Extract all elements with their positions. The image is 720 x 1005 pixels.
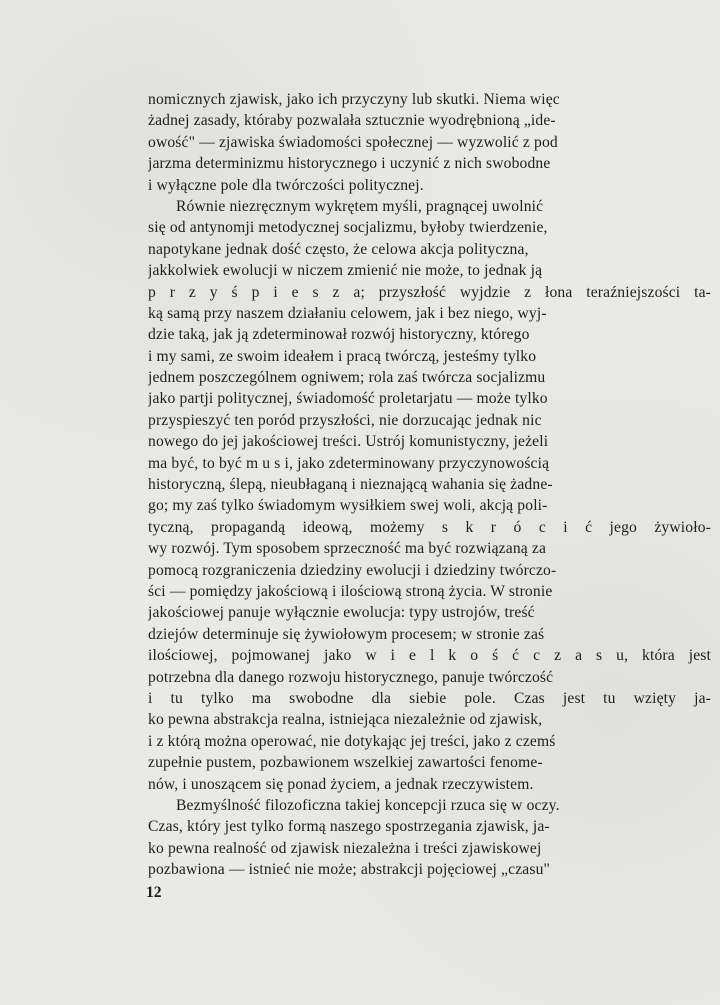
text-line: owość" — zjawiska świadomości społecznej — wyzwolić z pod bbox=[148, 133, 558, 151]
text-line: zupełnie pustem, pozbawionem wszelkiej zawartości fenome- bbox=[148, 754, 543, 772]
text-line: i tu tylko ma swobodne dla siebie pole. Czas jest tu wzięty ja- bbox=[148, 689, 711, 707]
text-line: napotykane jednak dość często, że celowa akcja polityczna, bbox=[148, 240, 529, 258]
text-line: Równie niezręcznym wykrętem myśli, pragnącej uwolnić bbox=[176, 197, 544, 215]
text-line: ma być, to być m u s i, jako zdeterminowany przyczynowością bbox=[148, 454, 550, 472]
text-line: potrzebna dla danego rozwoju historycznego, panuje twórczość bbox=[148, 668, 554, 686]
text-line: ko pewna realność od zjawisk niezależna i treści zjawiskowej bbox=[148, 839, 542, 857]
text-line: p r z y ś p i e s z a; przyszłość wyjdzie z łona teraźniejszości ta- bbox=[148, 283, 711, 301]
text-line: się od antynomji metodycznej socjalizmu, byłoby twierdzenie, bbox=[148, 219, 548, 237]
text-line: jednem poszczególnem ogniwem; rola zaś twórcza socjalizmu bbox=[148, 369, 546, 387]
text-line: Czas, który jest tylko formą naszego spostrzegania zjawisk, ja- bbox=[148, 818, 550, 836]
text-line: żadnej zasady, któraby pozwalała sztucznie wyodrębnioną „ide- bbox=[148, 112, 556, 130]
text-line: tyczną, propagandą ideową, możemy s k r ó c i ć jego żywioło- bbox=[148, 518, 711, 536]
text-line: jarzma determinizmu historycznego i uczynić z nich swobodne bbox=[148, 155, 551, 173]
text-line: dzie taką, jak ją zdeterminował rozwój historyczny, którego bbox=[148, 326, 530, 344]
text-line: i z którą można operować, nie dotykając jej treści, jako z czemś bbox=[148, 732, 556, 750]
text-line: nomicznych zjawisk, jako ich przyczyny lub skutki. Niema więc bbox=[148, 91, 560, 108]
text-line: jakkolwiek ewolucji w niczem zmienić nie może, to jednak ją bbox=[148, 262, 543, 280]
text-line: ilościowej, pojmowanej jako w i e l k o ś ć c z a s u, która jest bbox=[148, 647, 711, 665]
text-line: dziejów determinuje się żywiołowym procesem; w stronie zaś bbox=[148, 625, 545, 643]
body-text bbox=[148, 89, 711, 880]
page-number: 12 bbox=[146, 884, 162, 901]
text-line: i my sami, ze swoim ideałem i pracą twórczą, jesteśmy tylko bbox=[148, 347, 537, 365]
text-line: ką samą przy naszem działaniu celowem, jak i bez niego, wyj- bbox=[148, 304, 547, 322]
text-line: pozbawiona — istnieć nie może; abstrakcji pojęciowej „czasu" bbox=[148, 861, 551, 879]
text-line: jakościowej panuje wyłącznie ewolucja: typy ustrojów, treść bbox=[148, 604, 535, 622]
text-line: wy rozwój. Tym sposobem sprzeczność ma być rozwiązaną za bbox=[148, 540, 547, 558]
text-line: historyczną, ślepą, nieubłaganą i nieznającą wahania się żadne- bbox=[148, 476, 553, 494]
text-line: ko pewna abstrakcja realna, istniejąca niezależnie od zjawisk, bbox=[148, 711, 543, 729]
text-line: przyspieszyć ten poród przyszłości, nie dorzucając jednak nic bbox=[148, 411, 542, 429]
text-line: nów, i unoszącem się ponad życiem, a jednak rzeczywistem. bbox=[148, 775, 534, 793]
text-line: Bezmyślność filozoficzna takiej koncepcji rzuca się w oczy. bbox=[176, 796, 560, 814]
text-line: jako partji politycznej, świadomość proletarjatu — może tylko bbox=[148, 390, 548, 408]
text-line: pomocą rozgraniczenia dziedziny ewolucji i dziedziny twórczo- bbox=[148, 561, 557, 579]
text-line: nowego do jej jakościowej treści. Ustrój komunistyczny, jeżeli bbox=[148, 433, 549, 451]
text-line: i wyłączne pole dla twórczości politycznej. bbox=[148, 176, 424, 194]
text-line: ści — pomiędzy jakościową i ilościową stroną życia. W stronie bbox=[148, 582, 553, 600]
text-line: go; my zaś tylko świadomym wysiłkiem swej woli, akcją poli- bbox=[148, 497, 548, 515]
